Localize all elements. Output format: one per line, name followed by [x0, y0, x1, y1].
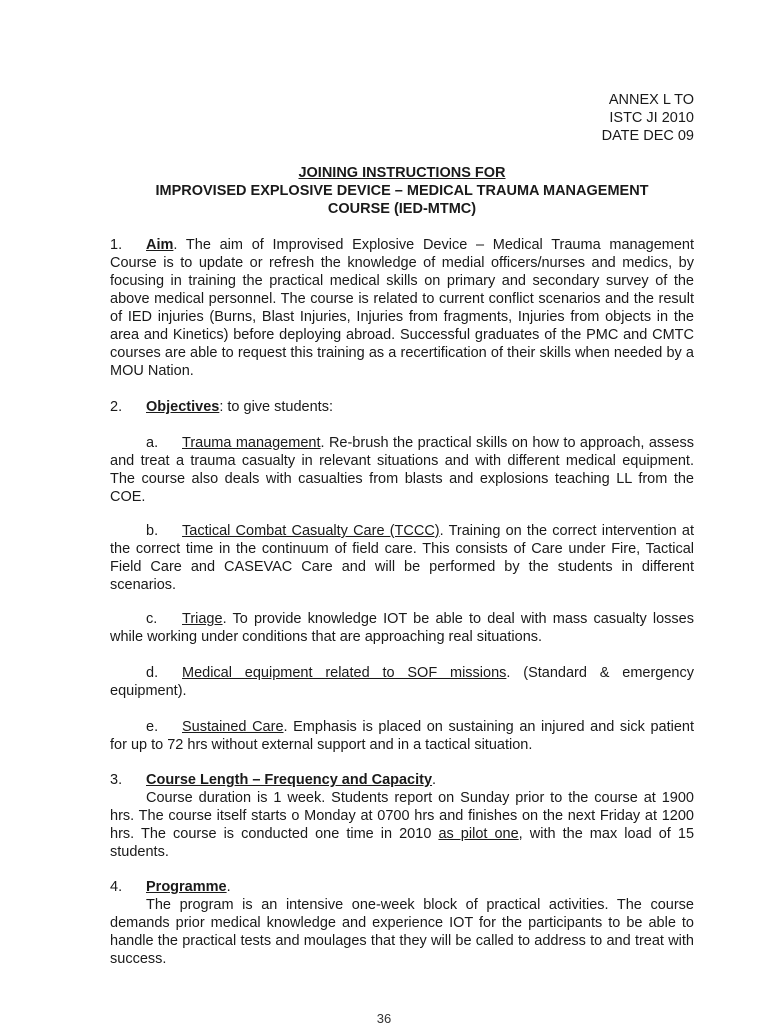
item-text: . (Standard & emergency equipment).: [110, 665, 694, 699]
page-number: 36: [376, 1011, 392, 1026]
annex-line: ANNEX L TO: [608, 92, 694, 108]
item-title: Tactical Combat Casualty Care (TCCC): [182, 523, 440, 539]
heading-punctuation: .: [226, 879, 231, 895]
section-heading: Programme: [146, 879, 227, 895]
item-title: Medical equipment related to SOF missions: [182, 665, 507, 681]
item-letter: a.: [146, 435, 159, 451]
document-title: [110, 164, 694, 218]
item-letter: e.: [146, 719, 159, 735]
item-text: . Training on the correct intervention at the correct time in the continuum of field care. This consists of Care under Fire, Tactical Field Care and CASEVAC Care and will be performed by the students in different scenarios.: [110, 523, 694, 593]
section-course-length: [110, 771, 694, 861]
title-line: IMPROVISED EXPLOSIVE DEVICE – MEDICAL TRAUMA MANAGEMENT: [155, 183, 649, 199]
item-text: . To provide knowledge IOT be able to deal with mass casualty losses while working under conditions that are approaching real situations.: [110, 611, 694, 645]
title-line: COURSE (IED-MTMC): [327, 201, 477, 217]
title-line: JOINING INSTRUCTIONS FOR: [298, 165, 506, 181]
annex-reference: [602, 91, 694, 145]
section-aim: [110, 236, 694, 380]
heading-punctuation: .: [432, 772, 437, 788]
item-text: . Emphasis is placed on sustaining an injured and sick patient for up to 72 hrs without external support and in a tactical situation.: [110, 719, 694, 753]
section-text: Course duration is 1 week. Students report on Sunday prior to the course at 1900 hrs. The course itself starts o Monday at 0700 hrs and finishes on the next Friday at 1200 hrs. The course is conducted one time in 2010: [110, 790, 694, 842]
section-underlined-text: as pilot one: [438, 826, 519, 842]
item-title: Sustained Care: [182, 719, 284, 735]
section-paragraph: [110, 789, 694, 861]
objective-item: [110, 522, 694, 594]
section-number: 2.: [110, 399, 123, 415]
objective-item: [110, 718, 694, 754]
item-letter: b.: [146, 523, 159, 539]
section-programme: [110, 878, 694, 968]
section-heading: Course Length – Frequency and Capacity: [146, 772, 433, 788]
annex-line: DATE DEC 09: [601, 128, 694, 144]
objective-item: [110, 664, 694, 700]
section-paragraph: The program is an intensive one-week block of practical activities. The course demands prior medical knowledge and experience IOT for the participants to be able to handle the practical tests and moulages that they will be called to address to and treat with success.: [110, 897, 694, 967]
objective-item: [110, 434, 694, 506]
section-number: 1.: [110, 237, 123, 253]
section-number: 3.: [110, 772, 123, 788]
section-text: , with the max load of 15 students.: [110, 826, 695, 860]
objective-item: [110, 610, 694, 646]
annex-line: ISTC JI 2010: [609, 110, 694, 126]
section-heading: Objectives: [146, 399, 220, 415]
section-text: . The aim of Improvised Explosive Device – Medical Trauma management Course is to update or refresh the knowledge of medial officers/nurses and medics, by focusing in training the practical medical skills on primary and secondary survey of the above medical personnel. The course is related to current conflict scenarios and the result of IED injuries (Burns, Blast Injuries, Injuries from fragments, Injuries from objects in the area and Kinetics) before deploying abroad. Successful graduates of the PMC and CMTC courses are able to request this training as a recertification of their skills when needed by a MOU Nation.: [110, 237, 694, 379]
item-letter: d.: [146, 665, 159, 681]
item-letter: c.: [146, 611, 158, 627]
item-title: Triage: [182, 611, 223, 627]
item-text: . Re-brush the practical skills on how to approach, assess and treat a trauma casualty in relevant situations and with different medical equipment. The course also deals with casualties from blasts and explosions teaching LL from the COE.: [110, 435, 694, 505]
section-text: : to give students:: [219, 399, 333, 415]
section-heading: Aim: [146, 237, 174, 253]
section-objectives: [110, 398, 694, 416]
item-title: Trauma management: [182, 435, 321, 451]
section-number: 4.: [110, 879, 123, 895]
